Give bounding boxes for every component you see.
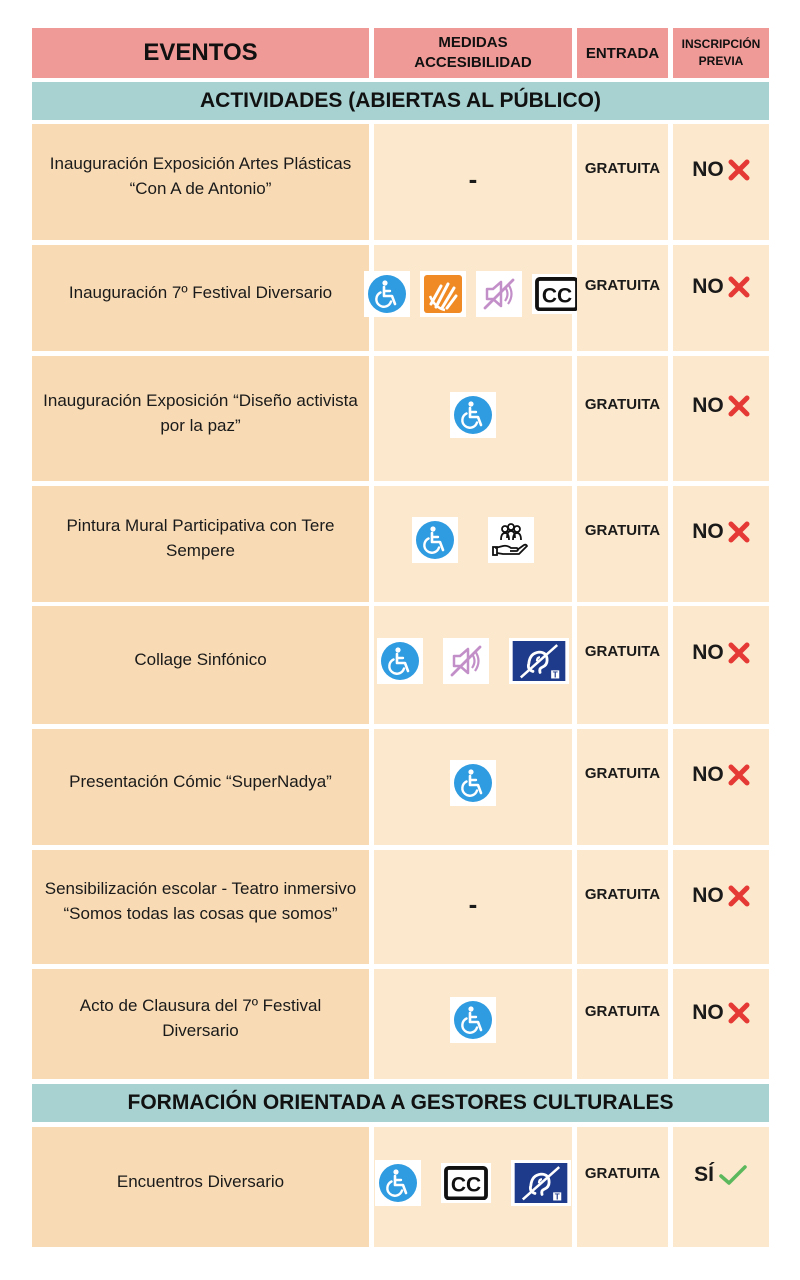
header-entrada-label: ENTRADA	[585, 44, 660, 62]
event-name-cell	[32, 356, 369, 481]
inscripcion-value: NO	[692, 641, 724, 664]
cross-icon	[728, 159, 750, 181]
accessibility-cell	[374, 606, 572, 724]
accessibility-icons	[450, 392, 496, 438]
event-name-line1: Encuentros Diversario	[116, 1171, 285, 1191]
entrada-cell	[577, 356, 668, 481]
event-name-line1: Acto de Clausura del 7º Festival	[79, 996, 322, 1015]
entrada-cell	[577, 486, 668, 602]
event-name-line1: Presentación Cómic “SuperNadya”	[69, 771, 332, 791]
no-accessibility-dash: -	[468, 888, 478, 919]
accessibility-icons	[377, 638, 569, 685]
cross-icon	[728, 642, 750, 664]
muted-speaker-icon	[443, 638, 489, 684]
cross-icon	[728, 764, 750, 786]
inscripcion-cell	[673, 245, 769, 351]
cross-icon	[728, 395, 750, 417]
event-name-line2: por la paz”	[160, 415, 241, 435]
svg-text:T: T	[554, 1192, 560, 1202]
inscripcion-value: SÍ	[694, 1163, 714, 1186]
event-name-line2: “Con A de Antonio”	[129, 179, 272, 198]
inscripcion-cell	[673, 1127, 769, 1247]
wheelchair-icon	[450, 760, 496, 806]
header-entrada	[577, 28, 668, 78]
accessibility-icons	[450, 760, 496, 806]
event-name-cell	[32, 606, 369, 724]
event-name-cell	[32, 245, 369, 351]
wheelchair-icon	[412, 517, 458, 563]
event-name	[74, 993, 328, 1043]
inscripcion-value: NO	[692, 520, 724, 543]
header-inscripcion-line2: PREVIA	[698, 54, 744, 68]
section-formacion	[32, 1084, 769, 1122]
wheelchair-icon	[364, 271, 410, 317]
event-name-cell	[32, 729, 369, 845]
entrada-value: GRATUITA	[584, 886, 661, 903]
event-name-line2: Diversario	[162, 1021, 239, 1040]
hearing-loop-icon	[511, 1160, 571, 1207]
svg-text:CC: CC	[541, 284, 573, 308]
entrada-cell	[577, 245, 668, 351]
closed-captions-icon	[532, 274, 582, 314]
inscripcion-value: NO	[692, 158, 724, 181]
inscripcion-value: NO	[692, 394, 724, 417]
svg-text:CC: CC	[450, 1173, 482, 1197]
inscripcion-cell	[673, 486, 769, 602]
inscripcion-value: NO	[692, 275, 724, 298]
event-name	[60, 513, 340, 563]
cross-icon	[728, 885, 750, 907]
group-assistance-icon	[488, 517, 534, 563]
event-name-cell	[32, 1127, 369, 1247]
header-medidas-line1: MEDIDAS	[438, 34, 508, 51]
accessibility-cell	[374, 1127, 572, 1247]
muted-speaker-icon	[476, 271, 522, 317]
accessibility-icons	[364, 271, 582, 317]
inscripcion-cell	[673, 969, 769, 1079]
event-name-line2: “Somos todas las cosas que somos”	[63, 904, 338, 923]
closed-captions-icon	[441, 1163, 491, 1203]
section-formacion-title: FORMACIÓN ORIENTADA A GESTORES CULTURALES	[127, 1091, 674, 1114]
accessibility-cell	[374, 245, 572, 351]
event-name-line1: Sensibilización escolar - Teatro inmersivo	[44, 879, 357, 898]
cross-icon	[728, 521, 750, 543]
event-name	[111, 1169, 290, 1194]
accessibility-icons	[450, 997, 496, 1043]
accessibility-cell	[374, 969, 572, 1079]
accessibility-cell	[374, 124, 572, 240]
wheelchair-icon	[377, 638, 423, 684]
entrada-value: GRATUITA	[584, 643, 661, 660]
inscripcion-cell	[673, 729, 769, 845]
entrada-value: GRATUITA	[584, 522, 661, 539]
event-name-cell	[32, 486, 369, 602]
cross-icon	[728, 276, 750, 298]
wheelchair-icon	[450, 997, 496, 1043]
inscripcion-cell	[673, 606, 769, 724]
header-medidas-line2: ACCESIBILIDAD	[414, 54, 532, 71]
section-actividades-title: ACTIVIDADES (ABIERTAS AL PÚBLICO)	[200, 89, 601, 112]
event-name-cell	[32, 124, 369, 240]
sign-language-icon	[420, 271, 466, 317]
entrada-value: GRATUITA	[584, 1003, 661, 1020]
accessibility-icons	[375, 1160, 571, 1207]
inscripcion-value: NO	[692, 1001, 724, 1024]
event-name-line1: Inauguración Exposición “Diseño activista	[43, 390, 358, 410]
header-eventos	[32, 28, 369, 78]
header-eventos-label: EVENTOS	[143, 39, 258, 66]
cross-icon	[728, 1002, 750, 1024]
event-name	[128, 647, 272, 672]
header-medidas	[374, 28, 572, 78]
accessibility-cell	[374, 850, 572, 964]
entrada-cell	[577, 124, 668, 240]
entrada-cell	[577, 1127, 668, 1247]
wheelchair-icon	[450, 392, 496, 438]
entrada-cell	[577, 729, 668, 845]
entrada-cell	[577, 606, 668, 724]
event-name	[37, 388, 364, 438]
entrada-value: GRATUITA	[584, 160, 661, 177]
inscripcion-value: NO	[692, 884, 724, 907]
section-actividades	[32, 82, 769, 120]
inscripcion-cell	[673, 850, 769, 964]
header-inscripcion	[673, 28, 769, 78]
event-name-cell	[32, 969, 369, 1079]
entrada-value: GRATUITA	[584, 765, 661, 782]
entrada-value: GRATUITA	[584, 277, 661, 294]
check-icon	[718, 1164, 748, 1186]
event-name-cell	[32, 850, 369, 964]
hearing-loop-icon	[509, 638, 569, 685]
inscripcion-value: NO	[692, 763, 724, 786]
event-name-line1: Inauguración Exposición Artes Plásticas	[49, 154, 352, 173]
event-name	[63, 280, 338, 305]
entrada-cell	[577, 969, 668, 1079]
entrada-cell	[577, 850, 668, 964]
accessibility-cell	[374, 729, 572, 845]
event-name-line1: Collage Sinfónico	[134, 649, 267, 669]
event-name-line2: Sempere	[166, 541, 235, 560]
event-name-line1: Pintura Mural Participativa con Tere	[66, 516, 335, 535]
entrada-value: GRATUITA	[584, 396, 661, 413]
no-accessibility-dash: -	[468, 163, 478, 194]
accessibility-icons	[412, 517, 534, 563]
event-name-line1: Inauguración 7º Festival Diversario	[68, 282, 333, 302]
entrada-value: GRATUITA	[584, 1165, 661, 1182]
accessibility-cell	[374, 486, 572, 602]
accessibility-cell	[374, 356, 572, 481]
event-name	[63, 769, 338, 794]
wheelchair-icon	[375, 1160, 421, 1206]
inscripcion-cell	[673, 124, 769, 240]
svg-text:T: T	[552, 670, 558, 680]
header-inscripcion-line1: INSCRIPCIÓN	[681, 37, 761, 51]
event-name	[39, 876, 363, 926]
event-name	[44, 151, 357, 201]
inscripcion-cell	[673, 356, 769, 481]
